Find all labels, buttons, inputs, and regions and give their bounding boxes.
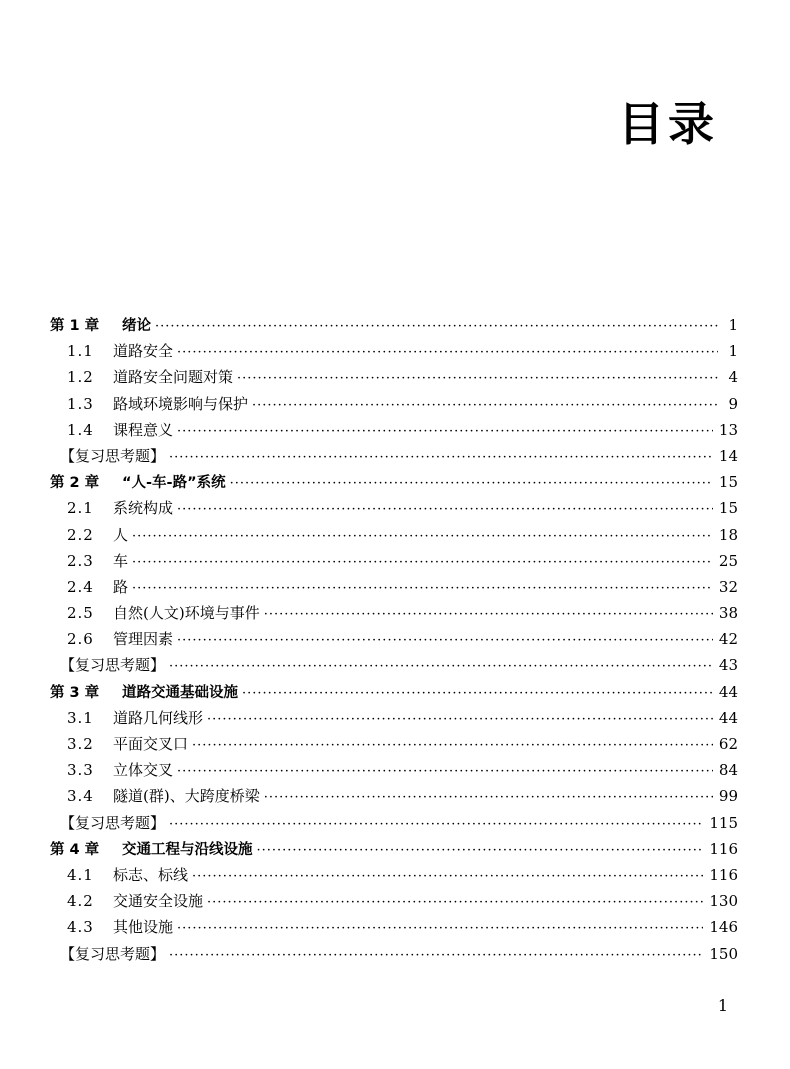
toc-entry-page: 25 bbox=[718, 551, 738, 570]
toc-entry-page: 18 bbox=[718, 525, 738, 544]
toc-entry-label: 道路安全 bbox=[113, 342, 174, 361]
dot-leader bbox=[177, 759, 713, 785]
toc-entry-label: 路 bbox=[113, 577, 129, 596]
toc-entry-number: 第 4 章 bbox=[50, 841, 100, 858]
toc-entry-number: 2.6 bbox=[67, 630, 94, 649]
dot-leader bbox=[169, 445, 713, 471]
dot-leader bbox=[177, 497, 713, 523]
toc-entry-title bbox=[50, 862, 188, 888]
toc-entry-label: 平面交叉口 bbox=[113, 735, 189, 753]
dot-leader bbox=[177, 916, 703, 942]
toc-entry-page: 9 bbox=[728, 394, 738, 413]
toc-entry[interactable] bbox=[50, 705, 738, 731]
dot-leader bbox=[192, 864, 703, 890]
toc-entry[interactable] bbox=[50, 574, 738, 600]
toc-entry[interactable] bbox=[50, 862, 738, 888]
toc-entry[interactable] bbox=[50, 914, 738, 940]
toc-entry[interactable] bbox=[50, 731, 738, 757]
toc-entry-number: 3.4 bbox=[67, 787, 94, 806]
toc-entry-page: 146 bbox=[709, 918, 738, 937]
toc-entry-label: 车 bbox=[113, 551, 129, 570]
toc-entry-page: 4 bbox=[728, 368, 738, 387]
toc-entry-title bbox=[50, 391, 248, 417]
toc-entry-page: 14 bbox=[718, 446, 738, 465]
toc-entry-label: 系统构成 bbox=[113, 499, 174, 518]
toc-entry-title bbox=[50, 313, 151, 339]
table-of-contents bbox=[50, 312, 738, 967]
toc-entry-title bbox=[50, 470, 226, 496]
toc-entry-label: 标志、标线 bbox=[113, 865, 189, 884]
toc-entry-label: 立体交叉 bbox=[113, 761, 174, 780]
toc-entry-label: 交通工程与沿线设施 bbox=[122, 841, 253, 858]
toc-entry-number: 第 3 章 bbox=[50, 684, 100, 701]
page-number: 1 bbox=[717, 996, 728, 1015]
dot-leader bbox=[207, 707, 713, 733]
toc-entry-label: 道路安全问题对策 bbox=[113, 368, 234, 387]
toc-entry-title bbox=[50, 522, 128, 548]
toc-entry-label: 绪论 bbox=[122, 318, 151, 334]
toc-entry-label: 道路几何线形 bbox=[113, 708, 204, 727]
toc-entry-label: “人-车-路”系统 bbox=[122, 475, 226, 492]
toc-entry[interactable] bbox=[50, 679, 738, 705]
toc-entry[interactable] bbox=[50, 443, 738, 469]
toc-entry-number: 1.1 bbox=[67, 342, 94, 361]
toc-entry-title bbox=[50, 941, 165, 967]
toc-entry[interactable] bbox=[50, 783, 738, 809]
toc-entry-page: 15 bbox=[718, 499, 738, 518]
toc-entry-number: 2.1 bbox=[67, 499, 94, 518]
toc-entry-page: 32 bbox=[718, 577, 738, 596]
toc-entry[interactable] bbox=[50, 312, 738, 338]
toc-entry-title bbox=[50, 574, 128, 600]
toc-entry-number: 4.2 bbox=[67, 892, 94, 911]
dot-leader bbox=[177, 419, 713, 445]
toc-entry-label: 自然(人文)环境与事件 bbox=[113, 604, 260, 623]
toc-entry-label: 隧道(群)、大跨度桥梁 bbox=[113, 787, 260, 806]
toc-entry[interactable] bbox=[50, 600, 738, 626]
toc-entry-number: 1.3 bbox=[67, 394, 94, 413]
toc-entry-title bbox=[50, 364, 233, 390]
toc-entry[interactable] bbox=[50, 941, 738, 967]
dot-leader bbox=[192, 733, 713, 759]
toc-entry-page: 1 bbox=[728, 342, 738, 361]
toc-entry-title bbox=[50, 600, 260, 626]
toc-entry-title bbox=[50, 626, 173, 652]
toc-entry-page: 62 bbox=[718, 735, 738, 753]
toc-entry[interactable] bbox=[50, 364, 738, 390]
toc-entry[interactable] bbox=[50, 469, 738, 495]
toc-entry-title bbox=[50, 443, 165, 469]
toc-entry-title bbox=[50, 914, 173, 940]
toc-entry-label: 道路交通基础设施 bbox=[122, 684, 238, 701]
toc-entry-page: 44 bbox=[718, 708, 738, 727]
toc-entry-number: 第 1 章 bbox=[50, 318, 100, 334]
dot-leader bbox=[237, 366, 718, 392]
toc-entry[interactable] bbox=[50, 810, 738, 836]
toc-entry-page: 115 bbox=[709, 813, 738, 832]
toc-entry-title bbox=[50, 417, 173, 443]
toc-entry-page: 13 bbox=[718, 420, 738, 439]
toc-entry-number: 2.4 bbox=[67, 577, 94, 596]
dot-leader bbox=[169, 943, 703, 969]
toc-entry[interactable] bbox=[50, 836, 738, 862]
dot-leader bbox=[207, 890, 703, 916]
toc-entry-number: 2.3 bbox=[67, 551, 94, 570]
dot-leader bbox=[264, 602, 713, 628]
dot-leader bbox=[230, 471, 713, 497]
dot-leader bbox=[242, 681, 713, 707]
toc-entry-number: 2.2 bbox=[67, 525, 94, 544]
toc-entry-page: 38 bbox=[718, 604, 738, 623]
toc-entry-label: 【复习思考题】 bbox=[60, 656, 166, 675]
toc-entry-page: 116 bbox=[709, 865, 738, 884]
toc-entry-title bbox=[50, 837, 253, 863]
toc-entry-number: 3.3 bbox=[67, 761, 94, 780]
toc-entry-label: 课程意义 bbox=[113, 420, 174, 439]
toc-entry-title bbox=[50, 680, 238, 706]
toc-entry-page: 42 bbox=[718, 630, 738, 649]
toc-entry[interactable] bbox=[50, 417, 738, 443]
toc-entry[interactable] bbox=[50, 495, 738, 521]
toc-entry-page: 130 bbox=[709, 892, 738, 911]
toc-entry-page: 84 bbox=[718, 761, 738, 780]
toc-entry[interactable] bbox=[50, 522, 738, 548]
toc-entry-label: 【复习思考题】 bbox=[60, 813, 166, 832]
toc-entry-title bbox=[50, 338, 173, 364]
toc-entry[interactable] bbox=[50, 338, 738, 364]
toc-entry[interactable] bbox=[50, 757, 738, 783]
toc-entry-title bbox=[50, 757, 173, 783]
toc-entry-label: 人 bbox=[113, 525, 129, 544]
toc-entry-title bbox=[50, 731, 188, 757]
toc-entry-title bbox=[50, 495, 173, 521]
toc-entry-label: 路域环境影响与保护 bbox=[113, 394, 249, 413]
dot-leader bbox=[132, 576, 713, 602]
toc-entry-number: 4.1 bbox=[67, 865, 94, 884]
dot-leader bbox=[252, 393, 718, 419]
toc-entry-title bbox=[50, 652, 165, 678]
toc-entry-title bbox=[50, 810, 165, 836]
toc-entry-number: 1.4 bbox=[67, 420, 94, 439]
toc-entry[interactable] bbox=[50, 626, 738, 652]
toc-entry-number: 第 2 章 bbox=[50, 475, 100, 492]
toc-entry-label: 交通安全设施 bbox=[113, 892, 204, 911]
toc-entry-page: 44 bbox=[718, 682, 738, 701]
page-title: 目录 bbox=[618, 97, 718, 151]
toc-entry-label: 管理因素 bbox=[113, 630, 174, 649]
toc-entry-number: 3.1 bbox=[67, 708, 94, 727]
dot-leader bbox=[257, 838, 704, 864]
toc-entry-label: 【复习思考题】 bbox=[60, 944, 166, 963]
toc-entry-label: 【复习思考题】 bbox=[60, 446, 166, 465]
toc-entry-title bbox=[50, 888, 203, 914]
toc-entry[interactable] bbox=[50, 391, 738, 417]
toc-entry-number: 3.2 bbox=[67, 735, 94, 753]
toc-entry-page: 1 bbox=[728, 316, 738, 334]
toc-entry[interactable] bbox=[50, 888, 738, 914]
dot-leader bbox=[169, 812, 703, 838]
dot-leader bbox=[177, 340, 718, 366]
toc-entry-number: 1.2 bbox=[67, 368, 94, 387]
dot-leader bbox=[155, 314, 718, 340]
toc-entry[interactable] bbox=[50, 548, 738, 574]
toc-entry-title bbox=[50, 548, 128, 574]
toc-entry-page: 150 bbox=[709, 944, 738, 963]
toc-entry-page: 116 bbox=[709, 839, 738, 858]
toc-entry-page: 43 bbox=[718, 656, 738, 675]
dot-leader bbox=[132, 550, 713, 576]
toc-entry-label: 其他设施 bbox=[113, 918, 174, 937]
toc-entry-title bbox=[50, 705, 203, 731]
dot-leader bbox=[169, 654, 713, 680]
dot-leader bbox=[177, 628, 713, 654]
toc-entry-number: 4.3 bbox=[67, 918, 94, 937]
toc-entry-number: 2.5 bbox=[67, 604, 94, 623]
toc-entry-title bbox=[50, 783, 260, 809]
dot-leader bbox=[264, 785, 713, 811]
dot-leader bbox=[132, 524, 713, 550]
toc-entry-page: 99 bbox=[718, 787, 738, 806]
toc-entry[interactable] bbox=[50, 652, 738, 678]
toc-entry-page: 15 bbox=[718, 473, 738, 492]
